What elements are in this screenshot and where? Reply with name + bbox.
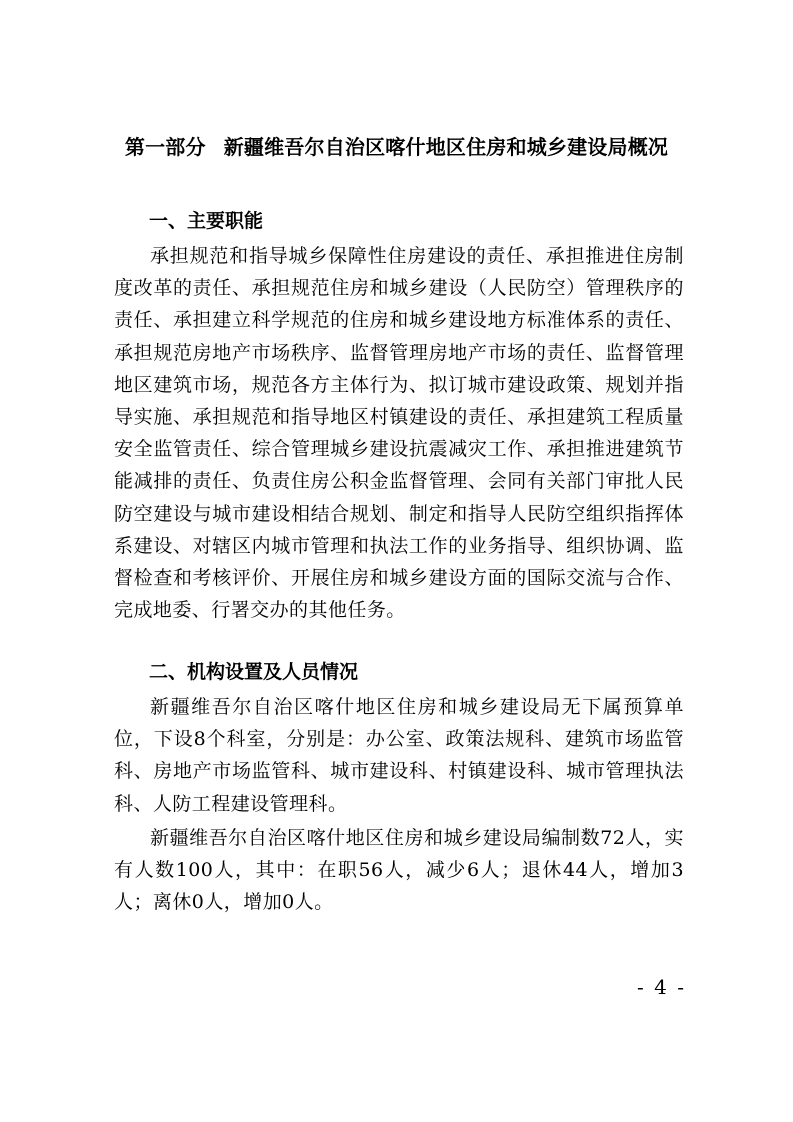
organization-paragraph: 新疆维吾尔自治区喀什地区住房和城乡建设局无下属预算单位，下设8个科室，分别是：办公室、政策法规科、建筑市场监管科、房地产市场监管科、城市建设科、村镇建设科、城市管理执法科、人防工程建设管理科。 xyxy=(114,696,684,815)
section-heading-main-functions: 一、主要职能 xyxy=(149,210,264,232)
title-part-label: 第一部分 xyxy=(124,135,206,159)
page-number: - 4 - xyxy=(637,975,686,999)
title-main-text: 新疆维吾尔自治区喀什地区住房和城乡建设局概况 xyxy=(223,135,669,159)
section-heading-organization-staff: 二、机构设置及人员情况 xyxy=(149,661,359,683)
document-title xyxy=(0,133,793,161)
main-functions-paragraph: 承担规范和指导城乡保障性住房建设的责任、承担推进住房制度改革的责任、承担规范住房和城乡建设（人民防空）管理秩序的责任、承担建立科学规范的住房和城乡建设地方标准体系的责任、承担规范房地产市场秩序、监督管理房地产市场的责任、监督管理地区建筑市场，规范各方主体行为、拟订城市建设政策、规划并指导实施、承担规范和指导地区村镇建设的责任、承担建筑工程质量安全监管责任、综合管理城乡建设抗震减灾工作、承担推进建筑节能减排的责任、负责住房公积金监督管理、会同有关部门审批人民防空建设与城市建设相结合规划、制定和指导人民防空组织指挥体系建设、对辖区内城市管理和执法工作的业务指导、组织协调、监督检查和考核评价、开展住房和城乡建设方面的国际交流与合作、完成地委、行署交办的其他任务。 xyxy=(114,245,684,622)
staff-paragraph: 新疆维吾尔自治区喀什地区住房和城乡建设局编制数72人，实有人数100人，其中：在职56人，减少6人；退休44人，增加3人；离休0人，增加0人。 xyxy=(114,827,684,914)
